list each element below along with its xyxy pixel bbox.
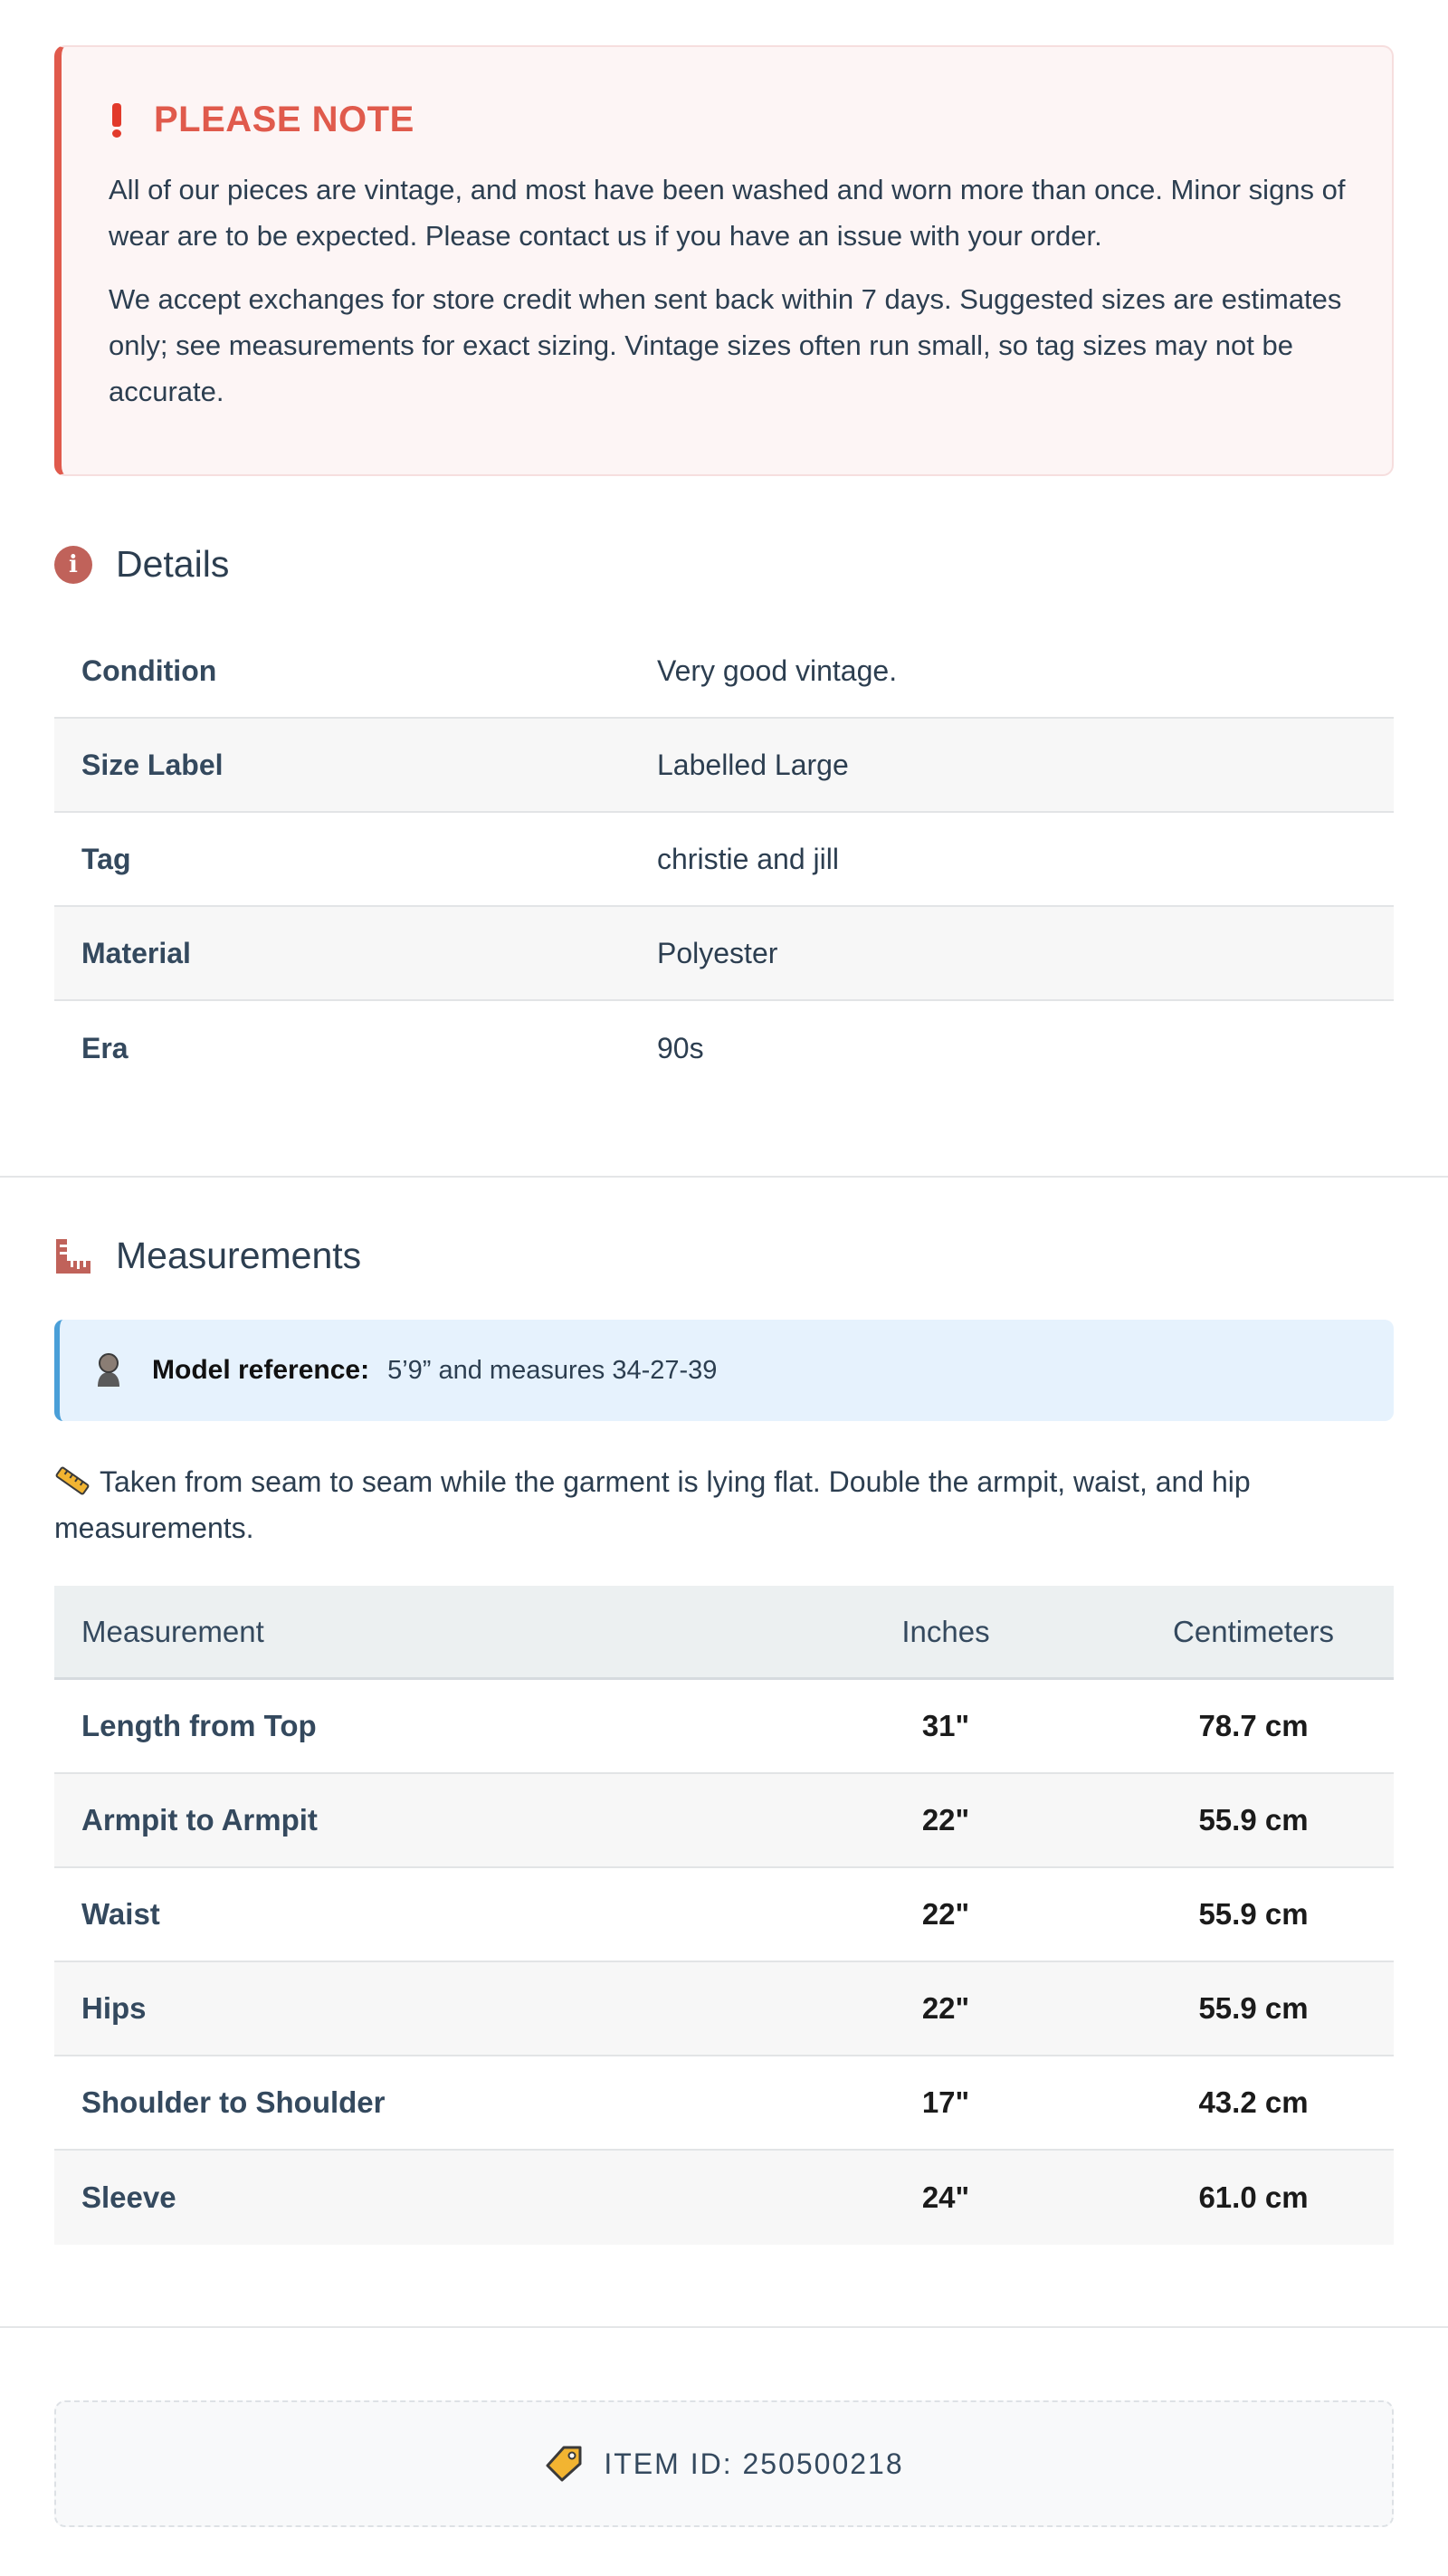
notice-paragraph: We accept exchanges for store credit when sent back within 7 days. Suggested sizes are estimates only; see measurements for exact sizing. Vintage sizes often run small, so tag sizes may not be accurate. [109,283,1342,407]
table-row [54,1680,1394,1774]
detail-value: 90s [657,1031,704,1064]
detail-value: Polyester [657,936,778,969]
table-header-row [54,1586,1394,1680]
table-row [54,2151,1394,2245]
table-row [54,1001,1394,1095]
measurement-cm: 61.0 cm [1198,2180,1309,2214]
table-row [54,1868,1394,1962]
tag-icon [544,2444,584,2484]
item-id-text: ITEM ID: 250500218 [604,2447,904,2480]
measurement-name: Hips [81,1991,147,2025]
measurement-inches: 22" [921,1897,970,1931]
detail-label: Condition [81,654,217,687]
table-row [54,907,1394,1001]
item-id-box [54,2400,1394,2527]
detail-label: Size Label [81,748,224,781]
exclamation-icon [110,101,121,138]
pencil-icon [54,1465,90,1497]
detail-label: Tag [81,842,131,875]
measurements-table [54,1586,1394,2245]
notice-box [54,45,1394,476]
measurement-note-text: Taken from seam to seam while the garment is lying flat. Double the armpit, waist, and hip measurements. [54,1465,1251,1544]
column-header: Measurement [81,1614,264,1648]
detail-value: Labelled Large [657,748,849,781]
table-row [54,2056,1394,2151]
ruler-icon [54,1237,92,1275]
measurement-name: Armpit to Armpit [81,1803,318,1837]
section-divider [0,2326,1448,2328]
detail-value: Very good vintage. [657,654,898,687]
details-table [54,625,1394,1095]
table-row [54,1774,1394,1868]
measurement-inches: 17" [921,2085,970,2119]
model-reference-label: Model reference: [152,1355,370,1385]
details-heading: Details [116,543,230,585]
measurement-inches: 22" [921,1991,970,2025]
detail-value: christie and jill [657,842,839,875]
measurement-name: Shoulder to Shoulder [81,2085,386,2119]
measurement-cm: 55.9 cm [1198,1897,1309,1931]
measurement-name: Waist [81,1897,160,1931]
detail-label: Era [81,1031,129,1064]
model-avatar-icon [92,1350,125,1391]
section-divider [0,1176,1448,1178]
measurements-heading: Measurements [116,1235,362,1276]
info-icon: i [54,546,92,584]
measurement-inches: 24" [921,2180,970,2214]
measurement-name: Sleeve [81,2180,176,2214]
column-header: Centimeters [1173,1614,1334,1648]
table-row [54,1962,1394,2056]
measurement-inches: 31" [921,1709,970,1742]
model-reference [54,1320,1394,1421]
notice-header [109,101,1347,138]
column-header: Inches [901,1614,990,1648]
table-row [54,719,1394,813]
measurement-cm: 55.9 cm [1198,1991,1309,2025]
measurement-cm: 55.9 cm [1198,1803,1309,1837]
measurement-cm: 78.7 cm [1198,1709,1309,1742]
table-row [54,625,1394,719]
measurements-header [54,1235,361,1277]
notice-title: PLEASE NOTE [154,99,414,139]
notice-paragraph: All of our pieces are vintage, and most have been washed and worn more than once. Minor signs of wear are to be expected. Please contact us if you have an issue with your order. [109,174,1346,252]
measurement-cm: 43.2 cm [1198,2085,1309,2119]
measurement-name: Length from Top [81,1709,317,1742]
details-header [54,543,229,586]
measurement-inches: 22" [921,1803,970,1837]
detail-label: Material [81,936,191,969]
table-row [54,813,1394,907]
model-reference-value: 5’9” and measures 34-27-39 [387,1355,718,1385]
measurement-note [54,1459,1339,1551]
